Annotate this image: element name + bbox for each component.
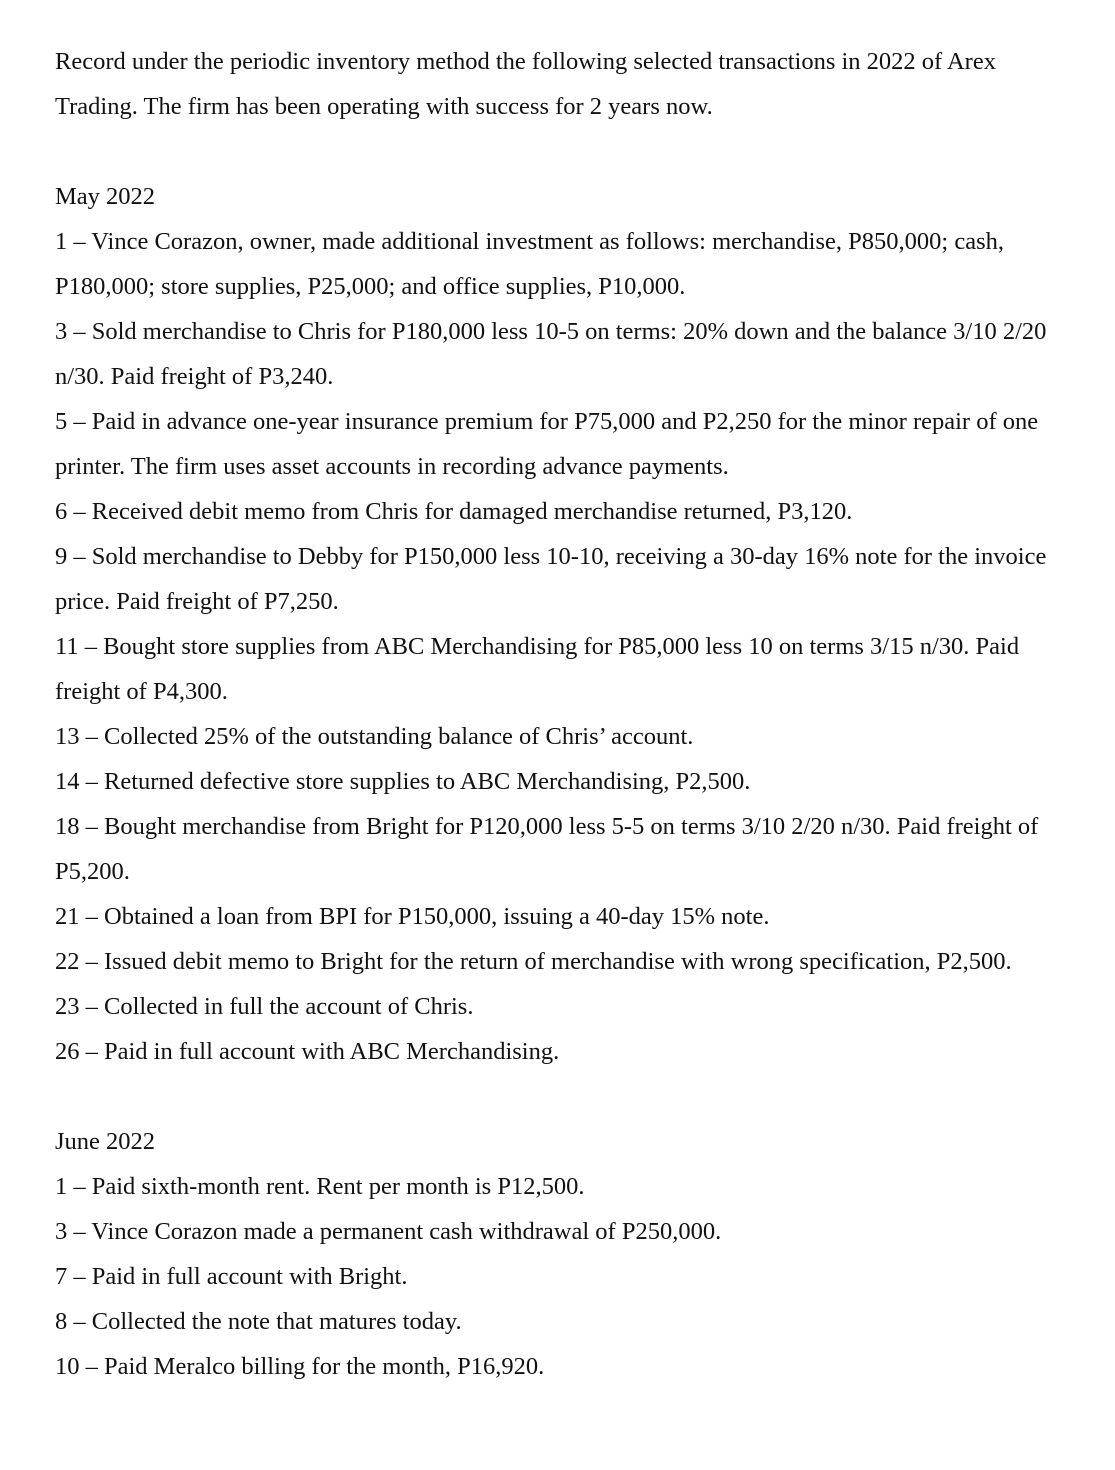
transaction-entry: 18 – Bought merchandise from Bright for P120,000 less 5-5 on terms 3/10 2/20 n/30. Paid freight of P5,200.: [55, 813, 1039, 885]
transaction-entry: 7 – Paid in full account with Bright.: [55, 1263, 408, 1290]
intro-paragraph: Record under the periodic inventory method the following selected transactions in 2022 of Arex Trading. The firm has been operating with success for 2 years now.: [55, 48, 996, 120]
transaction-entry: 11 – Bought store supplies from ABC Merchandising for P85,000 less 10 on terms 3/15 n/30. Paid freight of P4,300.: [55, 633, 1020, 705]
transaction-entry: 10 – Paid Meralco billing for the month, P16,920.: [55, 1353, 545, 1380]
spacer: [55, 1074, 1075, 1119]
month-heading: May 2022: [55, 183, 156, 210]
transaction-entry: 5 – Paid in advance one-year insurance premium for P75,000 and P2,250 for the minor repair of one printer. The firm uses asset accounts in recording advance payments.: [55, 408, 1039, 480]
transaction-entry: 22 – Issued debit memo to Bright for the return of merchandise with wrong specification, P2,500.: [55, 948, 1012, 975]
month-section-may: [55, 174, 1075, 1074]
transaction-entry: 9 – Sold merchandise to Debby for P150,000 less 10-10, receiving a 30-day 16% note for the invoice price. Paid freight of P7,250.: [55, 543, 1047, 615]
transaction-entry: 3 – Sold merchandise to Chris for P180,000 less 10-5 on terms: 20% down and the balance 3/10 2/20 n/30. Paid freight of P3,240.: [55, 318, 1047, 390]
transaction-entry: 3 – Vince Corazon made a permanent cash withdrawal of P250,000.: [55, 1218, 722, 1245]
month-heading: June 2022: [55, 1128, 156, 1155]
transaction-entry: 14 – Returned defective store supplies to ABC Merchandising, P2,500.: [55, 768, 751, 795]
spacer: [55, 129, 1075, 174]
transaction-entry: 1 – Vince Corazon, owner, made additional investment as follows: merchandise, P850,000; cash, P180,000; store supplies, P25,000; and office supplies, P10,000.: [55, 228, 1004, 300]
transaction-entry: 8 – Collected the note that matures today.: [55, 1308, 462, 1335]
month-section-june: [55, 1119, 1075, 1389]
transaction-entry: 6 – Received debit memo from Chris for damaged merchandise returned, P3,120.: [55, 498, 853, 525]
transaction-entry: 26 – Paid in full account with ABC Merchandising.: [55, 1038, 560, 1065]
transaction-entry: 13 – Collected 25% of the outstanding balance of Chris’ account.: [55, 723, 694, 750]
transaction-entry: 21 – Obtained a loan from BPI for P150,000, issuing a 40-day 15% note.: [55, 903, 770, 930]
document: [55, 39, 1075, 1389]
transaction-entry: 1 – Paid sixth-month rent. Rent per month is P12,500.: [55, 1173, 585, 1200]
transaction-entry: 23 – Collected in full the account of Chris.: [55, 993, 474, 1020]
